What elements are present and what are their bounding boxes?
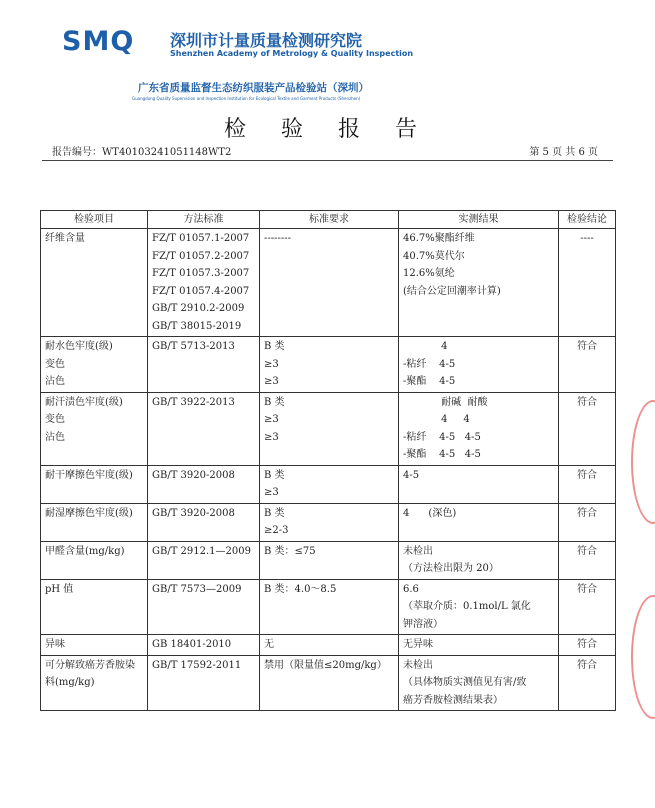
cell-line: GB 18401-2010	[152, 639, 232, 650]
conclusion-cell: 符合	[559, 655, 616, 711]
conclusion-cell: 符合	[559, 392, 616, 465]
cell-line: （具体物质实测值见有害/致	[403, 677, 527, 688]
method-cell	[148, 503, 260, 541]
cell-line: 耐碱 耐酸	[403, 396, 488, 408]
cell-line: FZ/T 01057.1-2007	[152, 233, 250, 244]
column-header-requirement: 标准要求	[260, 211, 399, 229]
requirement-cell	[260, 541, 399, 579]
method-cell	[148, 655, 260, 711]
cell-line: 钾溶液）	[403, 618, 443, 630]
cell-line: GB/T 3922-2013	[152, 396, 235, 408]
conclusion-cell: 符合	[559, 579, 616, 635]
cell-line: 耐汗渍色牢度(级)	[45, 396, 123, 408]
cell-line: 纤维含量	[45, 233, 85, 244]
result-cell	[399, 655, 559, 711]
item-cell	[41, 503, 148, 541]
cell-line: 异味	[45, 639, 65, 650]
requirement-cell	[260, 229, 399, 337]
requirement-cell	[260, 503, 399, 541]
cell-line: 无异味	[403, 639, 433, 650]
conclusion-cell: 符合	[559, 503, 616, 541]
conclusion-cell: ----	[559, 229, 616, 337]
cell-line: -聚酯 4-5	[403, 376, 456, 387]
column-header-method: 方法标准	[148, 211, 260, 229]
cell-line: 禁用（限量值≤20mg/kg）	[264, 659, 387, 671]
cell-line: 4	[403, 341, 448, 352]
report-number: 报告编号：WT40103241051148WT2	[52, 147, 232, 158]
method-cell	[148, 229, 260, 337]
item-cell	[41, 465, 148, 503]
smq-logo: SMQ	[62, 26, 135, 57]
result-cell	[399, 337, 559, 393]
header-divider	[42, 160, 613, 161]
cell-line: 变色	[45, 414, 65, 425]
cell-line: 未检出	[403, 545, 433, 557]
column-header-item: 检验项目	[41, 211, 148, 229]
cell-line: -粘纤 4-5	[403, 358, 456, 370]
cell-line: （方法检出限为 20）	[403, 563, 499, 574]
cell-line: 6.6	[403, 583, 419, 595]
cell-line: 12.6%氨纶	[403, 268, 455, 279]
organization-name-cn: 深圳市计量质量检测研究院	[170, 31, 363, 50]
table-row	[41, 465, 616, 503]
cell-line: ≥3	[264, 376, 279, 387]
result-cell	[399, 579, 559, 635]
conclusion-cell: 符合	[559, 337, 616, 393]
conclusion-cell: 符合	[559, 541, 616, 579]
cell-line: ≥3	[264, 431, 279, 443]
result-cell	[399, 503, 559, 541]
table-row	[41, 229, 616, 337]
cell-line: 46.7%聚酯纤维	[403, 233, 475, 244]
result-cell	[399, 229, 559, 337]
cell-line: B 类	[264, 469, 285, 481]
inspection-seal	[631, 400, 655, 524]
cell-line: --------	[264, 233, 292, 244]
table-header-row	[41, 211, 616, 229]
cell-line: FZ/T 01057.3-2007	[152, 268, 250, 279]
table-row	[41, 579, 616, 635]
requirement-cell	[260, 392, 399, 465]
cell-line: FZ/T 01057.4-2007	[152, 285, 250, 297]
item-cell	[41, 541, 148, 579]
item-cell	[41, 229, 148, 337]
cell-line: 变色	[45, 358, 65, 370]
method-cell	[148, 579, 260, 635]
cell-line: ≥2-3	[264, 525, 289, 536]
item-cell	[41, 579, 148, 635]
cell-line: GB/T 5713-2013	[152, 341, 235, 352]
cell-line: ≥3	[264, 487, 279, 498]
table-row	[41, 541, 616, 579]
result-cell	[399, 465, 559, 503]
cell-line: 4 4	[403, 414, 470, 425]
cell-line: B 类	[264, 507, 285, 519]
conclusion-cell: 符合	[559, 465, 616, 503]
cell-line: GB/T 3920-2008	[152, 469, 235, 481]
cell-line: B 类	[264, 341, 285, 352]
cell-line: GB/T 38015-2019	[152, 320, 242, 332]
method-cell	[148, 392, 260, 465]
cell-line: 甲醛含量(mg/kg)	[45, 545, 125, 557]
method-cell	[148, 635, 260, 656]
cell-line: B 类	[264, 396, 285, 408]
cell-line: GB/T 7573—2009	[152, 583, 242, 595]
cell-line: 料(mg/kg)	[45, 677, 95, 688]
method-cell	[148, 337, 260, 393]
requirement-cell	[260, 465, 399, 503]
report-title: 检 验 报 告	[224, 117, 431, 142]
requirement-cell	[260, 337, 399, 393]
cell-line: 耐干摩擦色牢度(级)	[45, 469, 133, 481]
table-row	[41, 503, 616, 541]
conclusion-cell: 符合	[559, 635, 616, 656]
method-cell	[148, 541, 260, 579]
cell-line: （萃取介质：0.1mol/L 氯化	[403, 601, 531, 612]
cell-line: 耐湿摩擦色牢度(级)	[45, 507, 133, 519]
item-cell	[41, 635, 148, 656]
cell-line: -粘纤 4-5 4-5	[403, 431, 481, 443]
result-cell	[399, 392, 559, 465]
cell-line: 40.7%莫代尔	[403, 250, 465, 262]
result-cell	[399, 635, 559, 656]
cell-line: 沾色	[45, 376, 65, 387]
cell-line: GB/T 2910.2-2009	[152, 303, 245, 314]
cell-line: -聚酯 4-5 4-5	[403, 449, 481, 460]
cell-line: FZ/T 01057.2-2007	[152, 250, 250, 262]
cell-line: GB/T 17592-2011	[152, 659, 242, 671]
table-row	[41, 635, 616, 656]
cell-line: 耐水色牢度(级)	[45, 341, 113, 352]
cell-line: ≥3	[264, 414, 279, 425]
item-cell	[41, 655, 148, 711]
cell-line: 可分解致癌芳香胺染	[45, 659, 135, 671]
cell-line: GB/T 3920-2008	[152, 507, 235, 519]
organization-name-en: Shenzhen Academy of Metrology & Quality Inspection	[170, 49, 414, 58]
station-name-cn: 广东省质量监督生态纺织服装产品检验站（深圳）	[138, 82, 369, 94]
cell-line: ≥3	[264, 358, 279, 370]
method-cell	[148, 465, 260, 503]
cell-line: 沾色	[45, 431, 65, 443]
column-header-result: 实测结果	[399, 211, 559, 229]
cell-line: 未检出	[403, 659, 433, 671]
page-indicator: 第 5 页 共 6 页	[529, 147, 598, 158]
cell-line: 癌芳香胺检测结果表）	[403, 694, 503, 706]
cell-line: (结合公定回潮率计算)	[403, 285, 501, 297]
cell-line: B 类：≤75	[264, 545, 316, 557]
inspection-table	[40, 210, 616, 711]
cell-line: GB/T 2912.1—2009	[152, 545, 251, 557]
requirement-cell	[260, 579, 399, 635]
cell-line: 4 (深色)	[403, 507, 457, 519]
table-row	[41, 392, 616, 465]
item-cell	[41, 392, 148, 465]
cell-line: pH 值	[45, 583, 74, 595]
item-cell	[41, 337, 148, 393]
result-cell	[399, 541, 559, 579]
inspection-seal	[631, 595, 655, 719]
station-name-en: Guangdong Quality Supervision and Inspection Institution for Ecological Textile and Garment Products (Shenzhen)	[132, 96, 361, 101]
cell-line: 无	[264, 639, 274, 650]
requirement-cell	[260, 635, 399, 656]
column-header-conclusion: 检验结论	[559, 211, 616, 229]
requirement-cell	[260, 655, 399, 711]
cell-line: B 类：4.0～8.5	[264, 583, 337, 595]
table-row	[41, 655, 616, 711]
cell-line: 4-5	[403, 469, 420, 481]
table-row	[41, 337, 616, 393]
